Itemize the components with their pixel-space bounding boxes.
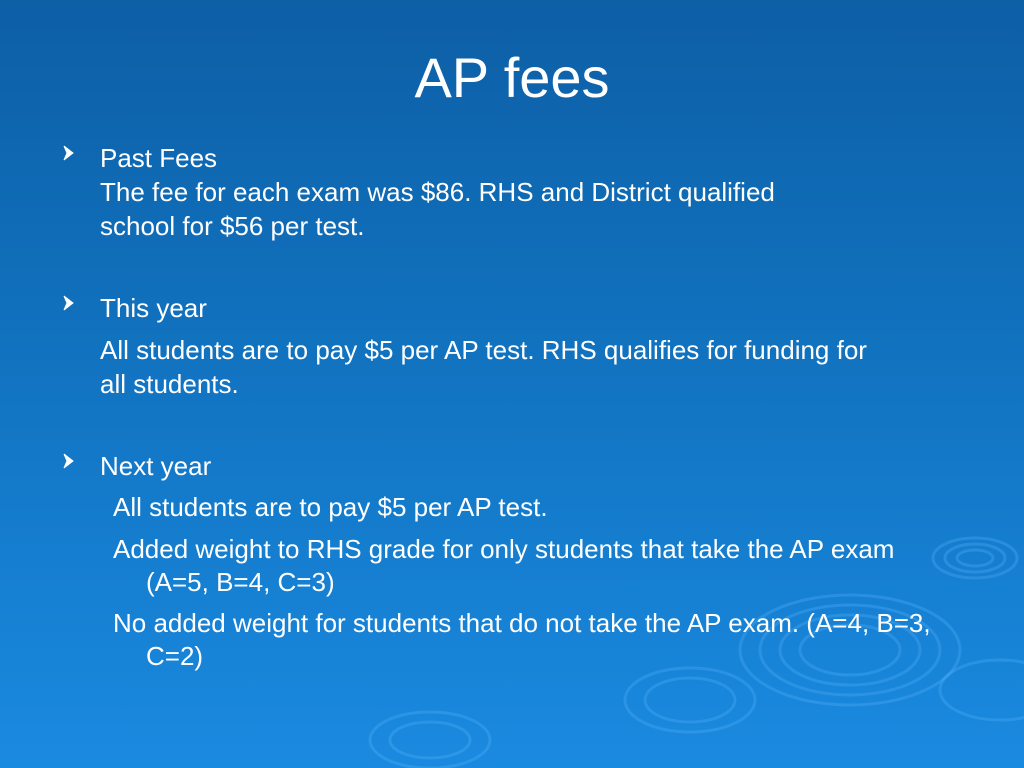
sub-item: Added weight to RHS grade for only students that take the AP exam (A=5, B=4, C=3) bbox=[113, 534, 895, 597]
bullet-next-year bbox=[62, 449, 942, 483]
chevron-right-icon bbox=[62, 294, 76, 312]
slide-title: AP fees bbox=[414, 46, 610, 109]
bullet-past-fees bbox=[62, 141, 942, 243]
chevron-right-icon bbox=[62, 452, 76, 470]
chevron-right-icon bbox=[62, 144, 76, 162]
sub-item: All students are to pay $5 per AP test. bbox=[113, 492, 548, 522]
sub-item: No added weight for students that do not take the AP exam. (A=4, B=3, C=2) bbox=[113, 608, 931, 671]
bullet-heading: This year bbox=[100, 293, 207, 323]
bullet-heading: Next year bbox=[100, 451, 212, 481]
bullet-text: The fee for each exam was $86. RHS and District qualified school for $56 per test. bbox=[100, 177, 775, 241]
bullet-text: All students are to pay $5 per AP test. RHS qualifies for funding for all students. bbox=[100, 335, 867, 399]
bullet-this-year bbox=[62, 291, 942, 401]
bullet-heading: Past Fees bbox=[100, 143, 218, 173]
